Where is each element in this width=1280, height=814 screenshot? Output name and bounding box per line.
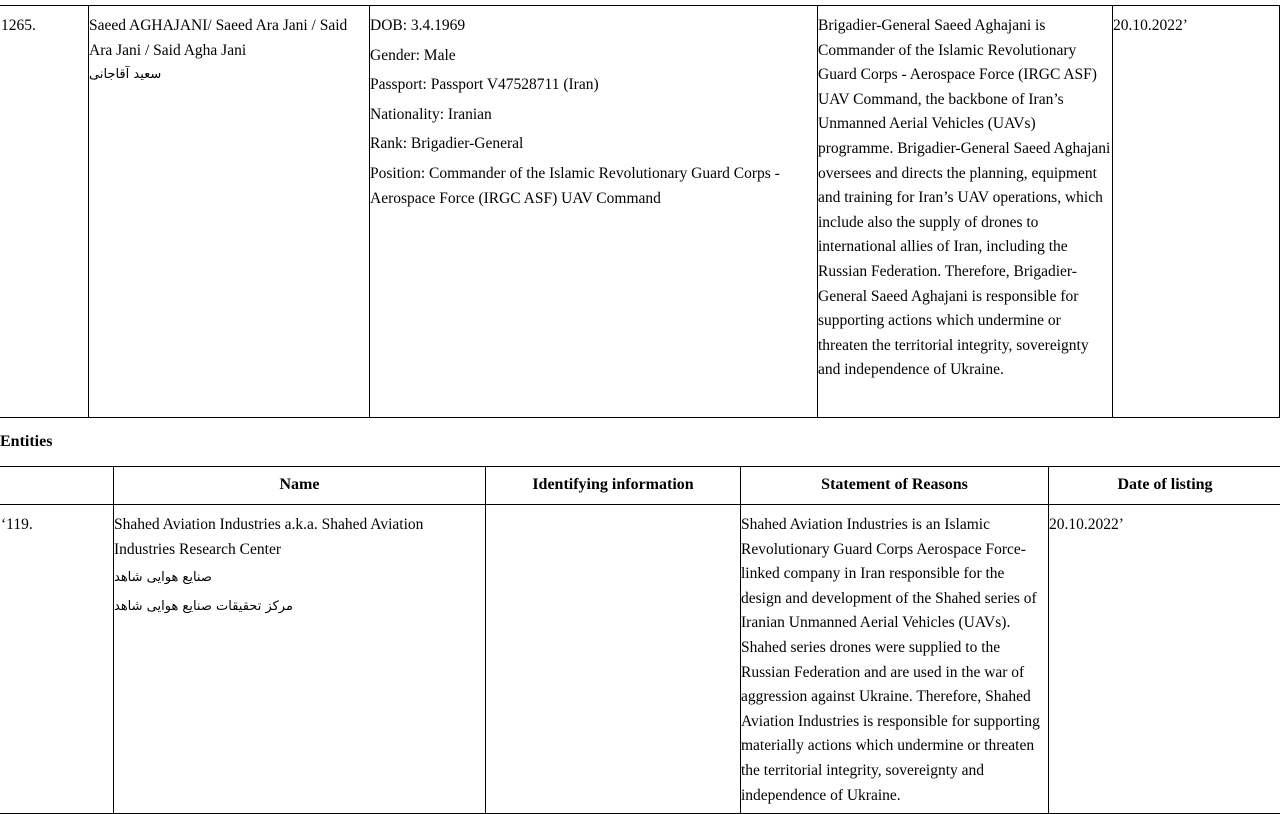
column-header-number xyxy=(0,467,114,505)
table-row xyxy=(0,505,1280,814)
entity-number: ‘119. xyxy=(0,505,114,814)
person-name-cell xyxy=(89,6,370,418)
entity-identifying-info xyxy=(486,505,741,814)
entity-name-arabic-1: صنایع هوایی شاهد xyxy=(114,566,485,591)
entity-statement-of-reasons: Shahed Aviation Industries is an Islamic Revolutionary Guard Corps Aerospace Force-linked company in Iran responsible for the design and development of the Shahed series of Iranian Unmanned Aerial Vehicles (UAVs). Shahed series drones were supplied to the Russian Federation and are used in the war of aggression against Ukraine. Therefore, Shahed Aviation Industries is responsible for supporting materially actions which undermine or threaten the territorial integrity, sovereignty and independence of Ukraine. xyxy=(741,505,1049,814)
person-listing-table xyxy=(0,5,1280,418)
info-rank: Rank: Brigadier-General xyxy=(370,132,817,157)
table-header-row xyxy=(0,467,1280,505)
column-header-date: Date of listing xyxy=(1049,467,1280,505)
entity-name-cell xyxy=(114,505,486,814)
column-header-reasons: Statement of Reasons xyxy=(741,467,1049,505)
entity-name-arabic-2: مرکز تحقیقات صنایع هوایی شاهد xyxy=(114,595,485,620)
identifying-info-cell xyxy=(370,6,818,418)
entity-date-of-listing: 20.10.2022’ xyxy=(1049,505,1280,814)
entity-name: Shahed Aviation Industries a.k.a. Shahed Aviation Industries Research Center xyxy=(114,513,485,562)
info-dob: DOB: 3.4.1969 xyxy=(370,14,817,39)
info-gender: Gender: Male xyxy=(370,44,817,69)
entities-table xyxy=(0,466,1280,814)
info-nationality: Nationality: Iranian xyxy=(370,103,817,128)
table-row xyxy=(0,6,1280,418)
section-heading: Entities xyxy=(0,433,52,451)
entry-number: 1265. xyxy=(0,6,89,418)
column-header-name: Name xyxy=(114,467,486,505)
info-passport: Passport: Passport V47528711 (Iran) xyxy=(370,73,817,98)
column-header-identifying: Identifying information xyxy=(486,467,741,505)
person-name-arabic: سعید آقاجانی xyxy=(89,63,369,88)
date-of-listing: 20.10.2022’ xyxy=(1113,6,1280,418)
person-names: Saeed AGHAJANI/ Saeed Ara Jani / Said Ara Jani / Said Agha Jani xyxy=(89,14,369,63)
info-position: Position: Commander of the Islamic Revolutionary Guard Corps - Aerospace Force (IRGC ASF) UAV Command xyxy=(370,162,817,211)
statement-of-reasons: Brigadier-General Saeed Aghajani is Commander of the Islamic Revolutionary Guard Corps - Aerospace Force (IRGC ASF) UAV Command, the backbone of Iran’s Unmanned Aerial Vehicles (UAVs) programme. Brigadier-General Saeed Aghajani oversees and directs the planning, equipment and training for Iran’s UAV operations, which include also the supply of drones to international allies of Iran, including the Russian Federation. Therefore, Brigadier-General Saeed Aghajani is responsible for supporting actions which undermine or threaten the territorial integrity, sovereignty and independence of Ukraine. xyxy=(818,6,1113,418)
